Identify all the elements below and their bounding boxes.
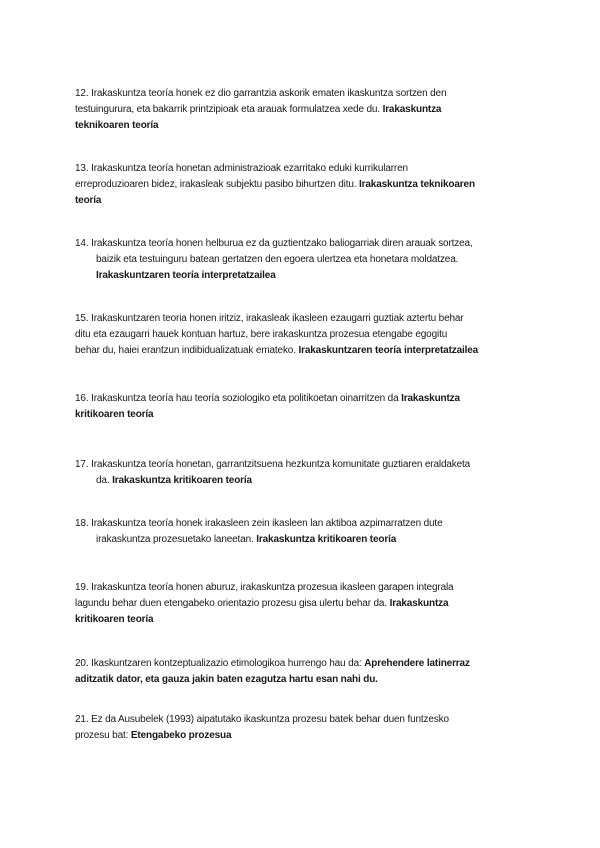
question-13 (75, 161, 475, 209)
question-line (75, 102, 446, 118)
question-line (75, 457, 470, 473)
question-19 (75, 580, 453, 628)
question-line (75, 177, 475, 193)
question-line (75, 118, 446, 134)
answer-text: kritikoaren teoría (75, 614, 154, 625)
question-text: testuingururа, eta bakarrik printzipioak eta arauak formulatzea xede du. (75, 104, 383, 115)
question-line (75, 407, 460, 423)
answer-text: Aprehendere latinerraz (364, 658, 470, 669)
question-line (75, 656, 470, 672)
question-text: 18. Irakaskuntza teoría honek irakasleen zein ikasleen lan aktiboa azpimarratzen dute (75, 518, 443, 529)
question-text: behar du, haiei erantzun indibidualizatuak emateko. (75, 345, 299, 356)
question-text: ditu eta ezaugarri hauek kontuan hartuz, bere irakaskuntza prozesua etengabe egogitu (75, 329, 448, 340)
question-line (75, 193, 475, 209)
answer-text: Irakaskuntza (401, 393, 460, 404)
question-12 (75, 86, 446, 134)
question-line (75, 343, 478, 359)
question-line (75, 580, 453, 596)
question-line (75, 327, 478, 343)
answer-text: Irakaskuntza teknikoaren (359, 179, 475, 190)
question-14 (75, 236, 473, 284)
answer-text: kritikoaren teoría (75, 409, 154, 420)
question-line (75, 268, 473, 284)
question-line (75, 596, 453, 612)
question-text: 21. Ez da Ausubelek (1993) aipatutako ikaskuntza prozesu batek behar duen funtzesko (75, 714, 449, 725)
answer-text: aditzatik dator, eta gauza jakin baten ezagutza hartu esan nahi du. (75, 674, 378, 685)
question-18 (75, 516, 442, 548)
question-line (75, 161, 475, 177)
question-text: erreproduzioaren bidez, irakasleak subjektu pasibo bihurtzen ditu. (75, 179, 360, 190)
answer-text: teknikoaren teoría (75, 120, 159, 131)
answer-text: Irakaskuntza kritikoaren teoría (112, 475, 252, 486)
answer-text: Irakaskuntzaren teoría interpretatzailea (298, 345, 479, 356)
question-line (75, 252, 473, 268)
question-20 (75, 656, 470, 688)
question-text: 15. Irakaskuntzaren teoria honen iritziz, irakasleak ikasleen ezaugarri guztiak aztertu behar (75, 313, 464, 324)
question-text: 17. Irakaskuntza teoría honetan, garrantzitsuena hezkuntza komunitate guztiaren eraldaketa (75, 459, 471, 470)
question-line (75, 516, 442, 532)
question-text: 19. Irakaskuntza teoría honen aburuz, irakaskuntza prozesua ikasleen garapen integrala (75, 582, 454, 593)
question-text: 14. Irakaskuntza teoría honen helburua ez da guztientzako baliogarriak diren arauak sortzea, (75, 238, 473, 249)
question-line (75, 728, 449, 744)
question-17 (75, 457, 470, 489)
question-15 (75, 311, 478, 359)
question-line (75, 86, 446, 102)
answer-text: teoría (75, 195, 102, 206)
question-text: baizik eta testuinguru batean gertatzen den egoera ulertzea eta honetara moldatzea. (96, 254, 459, 265)
question-16 (75, 391, 460, 423)
question-text: 13. Irakaskuntza teoría honetan administrazioak ezarritako eduki kurrikularren (75, 163, 408, 174)
question-text: prozesu bat: (75, 730, 131, 741)
question-line (75, 473, 470, 489)
question-line (75, 236, 473, 252)
question-line (75, 311, 478, 327)
question-text: irakaskuntza prozesuetako laneetan. (96, 534, 257, 545)
question-text: 16. Irakaskuntza teoría hau teoría soziologiko eta politikoetan oinarritzen da (75, 393, 402, 404)
question-21 (75, 712, 449, 744)
question-text: 20. Ikaskuntzaren kontzeptualizazio etimologikoa hurrengo hau da: (75, 658, 365, 669)
answer-text: Etengabeko prozesua (130, 730, 232, 741)
question-line (75, 391, 460, 407)
question-text: da. (96, 475, 113, 486)
question-line (75, 712, 449, 728)
question-text: lagundu behar duen etengabeko orientazio prozesu gisa ulertu behar da. (75, 598, 390, 609)
answer-text: Irakaskuntza (389, 598, 449, 609)
answer-text: Irakaskuntza (382, 104, 442, 115)
answer-text: Irakaskuntzaren teoría interpretatzailea (96, 270, 276, 281)
question-line (75, 532, 442, 548)
question-line (75, 672, 470, 688)
answer-text: Irakaskuntza kritikoaren teoría (256, 534, 397, 545)
question-text: 12. Irakaskuntza teoría honek ez dio garrantzia askorik ematen ikaskuntza sortzen den (75, 88, 447, 99)
question-line (75, 612, 453, 628)
